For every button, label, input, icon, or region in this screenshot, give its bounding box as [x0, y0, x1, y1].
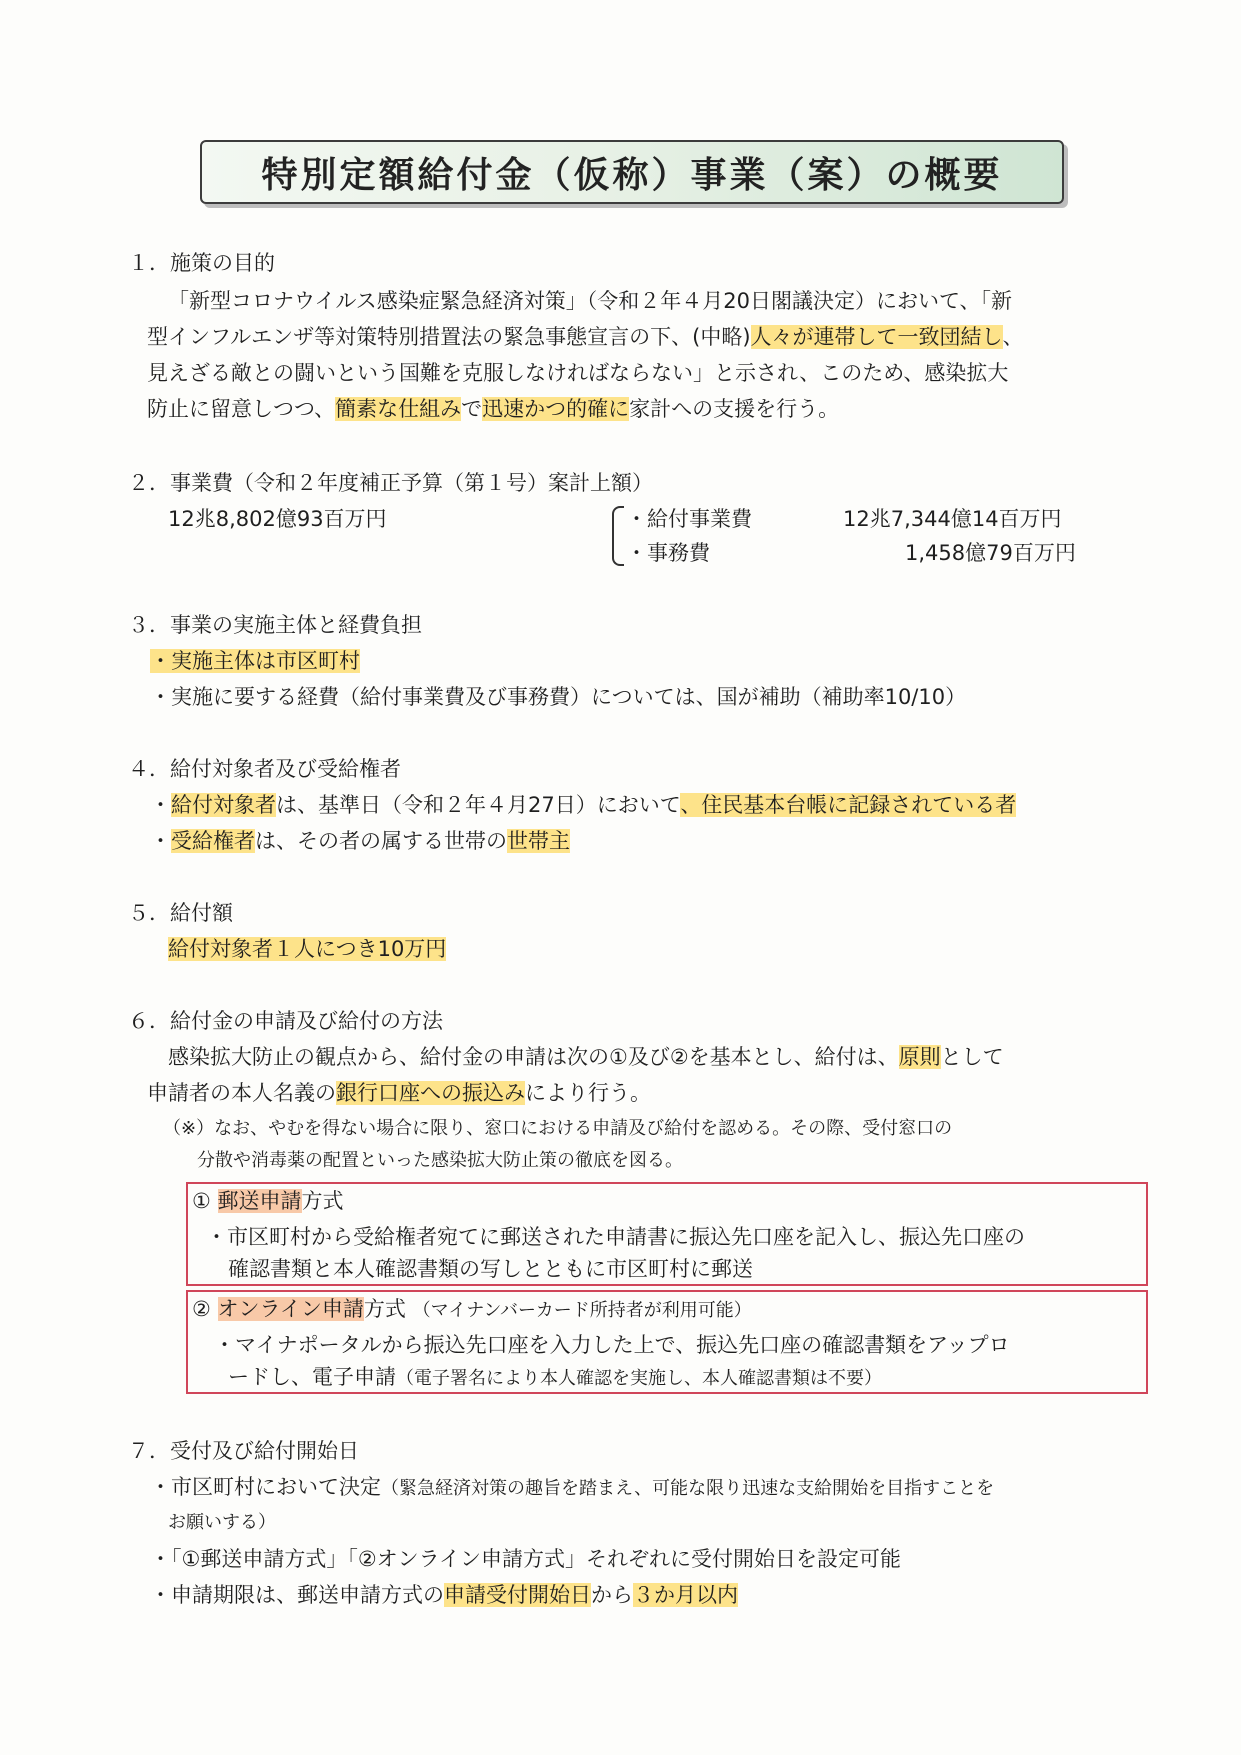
section-1-line-2: 型インフルエンザ等対策特別措置法の緊急事態宣言の下、(中略)人々が連帯して一致団結し、 — [147, 325, 1024, 349]
section-3-bullet-1: ・実施主体は市区町村 — [150, 649, 360, 673]
budget-item-1-label: ・給付事業費 — [626, 507, 752, 531]
budget-item-1-value: 12兆7,344億14百万円 — [843, 507, 1062, 531]
section-1-line-1: 「新型コロナウイルス感染症緊急経済対策」（令和２年４月20日閣議決定）において、「新 — [168, 289, 1013, 313]
title-box — [200, 140, 1064, 204]
mail-method-title: ① 郵送申請方式 — [192, 1189, 344, 1213]
section-4-bullet-1: ・給付対象者は、基準日（令和２年４月27日）において、住民基本台帳に記録されている者 — [150, 793, 1017, 817]
section-7-heading: ７．受付及び給付開始日 — [128, 1439, 359, 1463]
section-2-heading: ２．事業費（令和２年度補正予算（第１号）案計上額） — [128, 471, 653, 495]
budget-item-2-label: ・事務費 — [626, 541, 710, 565]
section-1-heading: １．施策の目的 — [128, 251, 275, 275]
mail-method-line-1: ・市区町村から受給権者宛てに郵送された申請書に振込先口座を記入し、振込先口座の — [206, 1225, 1025, 1249]
budget-item-2-value: 1,458億79百万円 — [905, 541, 1076, 565]
section-6-line-2: 申請者の本人名義の銀行口座への振込みにより行う。 — [147, 1081, 651, 1105]
benefit-amount: 給付対象者１人につき10万円 — [168, 937, 447, 961]
section-1-line-4: 防止に留意しつつ、簡素な仕組みで迅速かつ的確に家計への支援を行う。 — [147, 397, 840, 421]
online-method-line-1: ・マイナポータルから振込先口座を入力した上で、振込先口座の確認書類をアップロ — [214, 1333, 1010, 1357]
mail-method-line-2: 確認書類と本人確認書類の写しとともに市区町村に郵送 — [228, 1257, 753, 1281]
section-7-bullet-1: ・市区町村において決定（緊急経済対策の趣旨を踏まえ、可能な限り迅速な支給開始を目指すことを — [150, 1475, 995, 1499]
section-7-bullet-1-cont: お願いする） — [168, 1512, 276, 1533]
section-7-bullet-3: ・申請期限は、郵送申請方式の申請受付開始日から３か月以内 — [150, 1583, 738, 1607]
section-6-note-2: 分散や消毒薬の配置といった感染拡大防止策の徹底を図る。 — [197, 1150, 683, 1171]
budget-brace — [612, 506, 624, 566]
budget-total: 12兆8,802億93百万円 — [168, 507, 387, 531]
section-6-line-1: 感染拡大防止の観点から、給付金の申請は次の①及び②を基本とし、給付は、原則として — [168, 1045, 1004, 1069]
section-4-bullet-2: ・受給権者は、その者の属する世帯の世帯主 — [150, 829, 570, 853]
section-7-bullet-2: ・「①郵送申請方式」「②オンライン申請方式」それぞれに受付開始日を設定可能 — [150, 1547, 902, 1571]
section-6-heading: ６．給付金の申請及び給付の方法 — [128, 1009, 443, 1033]
section-5-heading: ５．給付額 — [128, 901, 233, 925]
online-method-line-2: ードし、電子申請（電子署名により本人確認を実施し、本人確認書類は不要） — [228, 1365, 882, 1389]
online-method-title: ② オンライン申請方式 （マイナンバーカード所持者が利用可能） — [192, 1297, 752, 1321]
section-1-line-3: 見えざる敵との闘いという国難を克服しなければならない」と示され、このため、感染拡大 — [147, 361, 1009, 385]
section-4-heading: ４．給付対象者及び受給権者 — [128, 757, 401, 781]
section-3-bullet-2: ・実施に要する経費（給付事業費及び事務費）については、国が補助（補助率10/10） — [150, 685, 967, 709]
section-3-heading: ３．事業の実施主体と経費負担 — [128, 613, 422, 637]
document-title: 特別定額給付金（仮称）事業（案）の概要 — [261, 154, 1003, 196]
section-6-note-1: （※）なお、やむを得ない場合に限り、窓口における申請及び給付を認める。その際、受付窓口の — [163, 1118, 953, 1139]
